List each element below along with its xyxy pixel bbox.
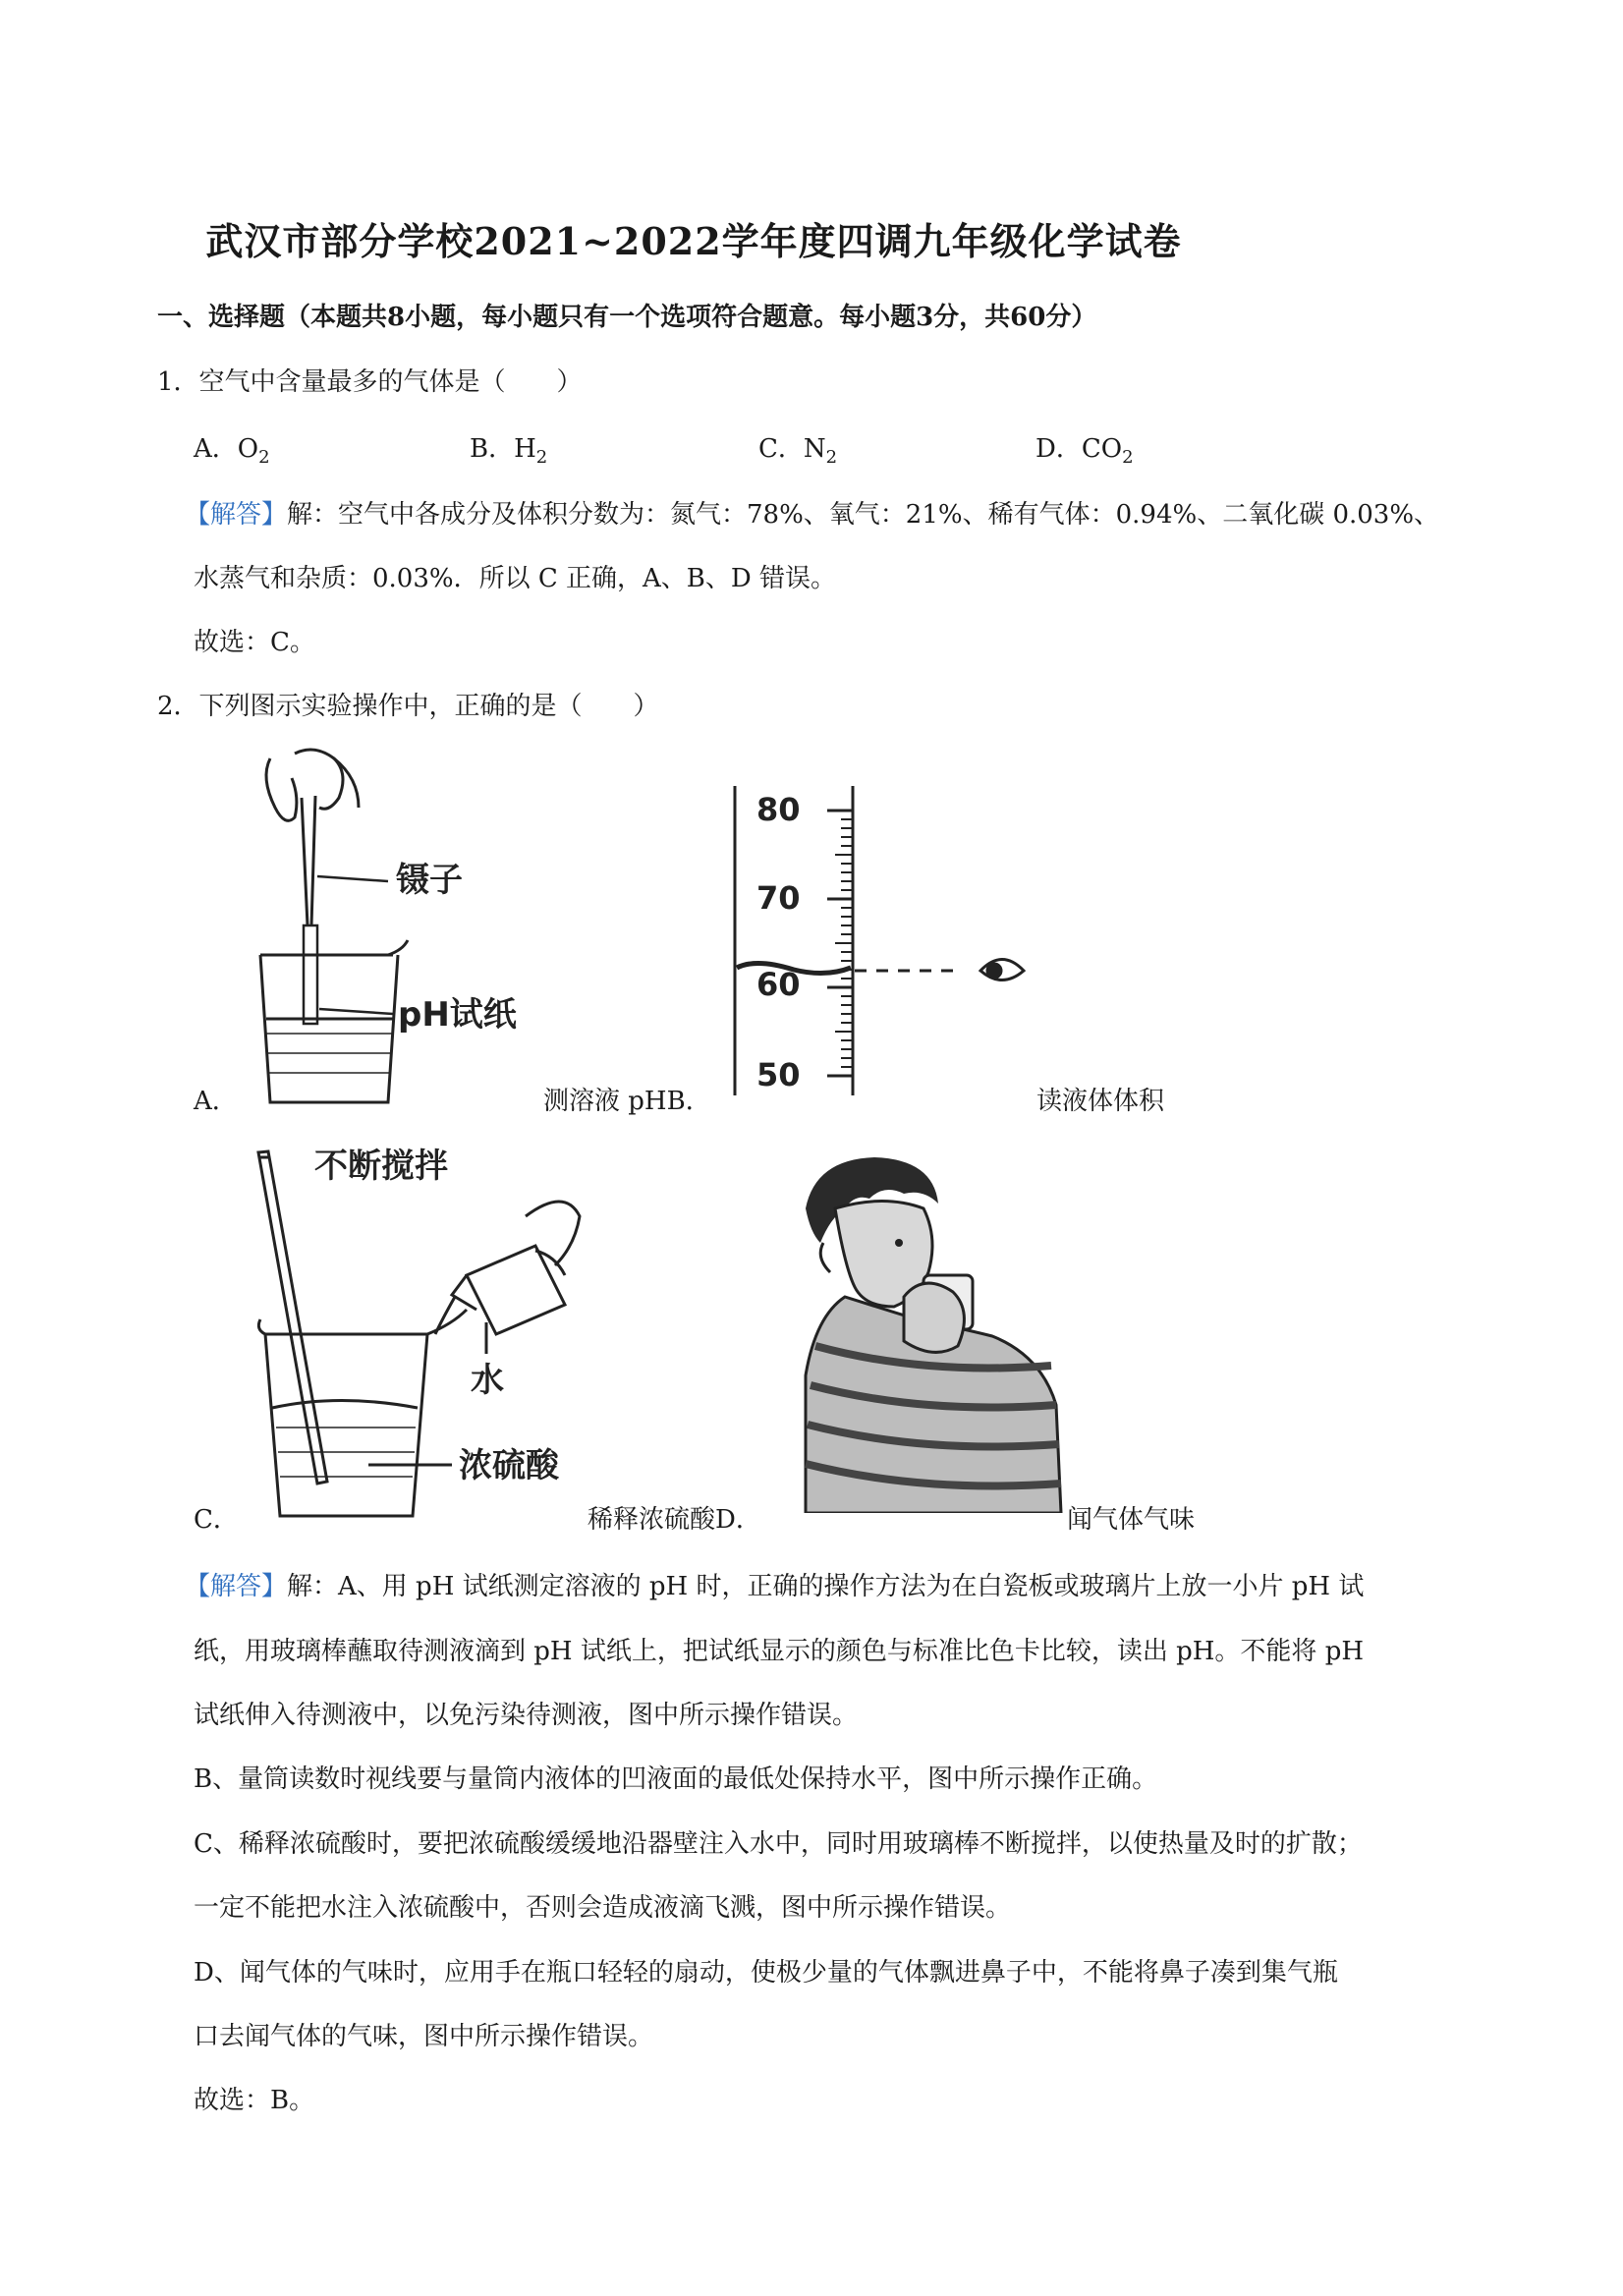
- q2-answer-line-6: 一定不能把水注入浓硫酸中，否则会造成液滴飞溅，图中所示操作错误。: [194, 1893, 1012, 1923]
- q2-answer-line-8: 口去闻气体的气味，图中所示操作错误。: [194, 2022, 654, 2051]
- section-heading: 一、选择题（本题共8小题，每小题只有一个选项符合题意。每小题3分，共60分）: [157, 303, 1097, 332]
- q2-option-b-caption: 读液体体积: [1036, 1087, 1165, 1116]
- q2-option-d-caption: 闻气体气味: [1067, 1505, 1196, 1535]
- figure-d-smell-gas: [776, 1149, 1071, 1513]
- q2-answer-line-3: 试纸伸入待测液中，以免污染待测液，图中所示操作错误。: [194, 1701, 859, 1730]
- q2-option-a-caption: 测溶液 pHB．: [543, 1087, 711, 1116]
- q2-option-c-caption: 稀释浓硫酸D．: [588, 1505, 761, 1535]
- q2-answer-line-2: 纸，用玻璃棒蘸取待测液滴到 pH 试纸上，把试纸显示的颜色与标准比色卡比较，读出 pH。不能将 pH: [194, 1637, 1365, 1666]
- q2-choice: 故选：B。: [194, 2086, 315, 2115]
- label-stir: 不断搅拌: [314, 1147, 448, 1186]
- q2-answer-line-4: B、量筒读数时视线要与量筒内液体的凹液面的最低处保持水平，图中所示操作正确。: [194, 1764, 1158, 1794]
- page-title: 武汉市部分学校2021~2022学年度四调九年级化学试卷: [205, 219, 1182, 263]
- figure-a-ph-test: [241, 739, 535, 1112]
- answer-tag: 【解答】: [185, 500, 288, 530]
- q2-answer-line-5: C、稀释浓硫酸时，要把浓硫酸缓缓地沿器壁注入水中，同时用玻璃棒不断搅拌，以使热量及时的扩散；: [194, 1829, 1363, 1859]
- tick-70: 70: [756, 879, 801, 917]
- q1-choice: 故选：C。: [194, 628, 315, 657]
- label-tweezers: 镊子: [396, 861, 463, 900]
- label-ph-paper: pH试纸: [398, 995, 517, 1035]
- q1-option-d: D．$CO_2$: [1035, 434, 1134, 469]
- figure-c-dilute-acid: [241, 1138, 585, 1523]
- q2-option-a-letter: A．: [194, 1087, 238, 1116]
- q2-option-c-letter: C．: [194, 1505, 239, 1535]
- answer-tag: 【解答】: [185, 1572, 288, 1601]
- q1-option-b: B．$H_2$: [470, 434, 548, 469]
- q2-stem: 2．下列图示实验操作中，正确的是（ ）: [157, 692, 659, 721]
- q2-answer-line-7: D、闻气体的气味时，应用手在瓶口轻轻的扇动，使极少量的气体飘进鼻子中，不能将鼻子凑到集气瓶: [194, 1958, 1338, 1988]
- q2-answer-line-1: 【解答】解：A、用 pH 试纸测定溶液的 pH 时，正确的操作方法为在白瓷板或玻璃片上放一小片 pH 试: [185, 1572, 1365, 1601]
- label-acid: 浓硫酸: [459, 1446, 559, 1485]
- tick-80: 80: [756, 791, 801, 828]
- label-water: 水: [471, 1361, 504, 1400]
- tick-60: 60: [756, 966, 801, 1003]
- q1-stem: 1．空气中含量最多的气体是（ ）: [157, 367, 583, 397]
- q1-answer-line-1: 【解答】解：空气中各成分及体积分数为：氮气：78%、氧气：21%、稀有气体：0.94%、二氧化碳 0.03%、: [185, 500, 1440, 530]
- q1-answer-line-2: 水蒸气和杂质：0.03%．所以 C 正确，A、B、D 错误。: [194, 564, 837, 593]
- q1-option-c: C．$N_2$: [758, 434, 838, 469]
- figure-b-cylinder: [717, 781, 1041, 1115]
- q1-option-a: A．$O_2$: [194, 434, 270, 469]
- tick-50: 50: [756, 1056, 801, 1093]
